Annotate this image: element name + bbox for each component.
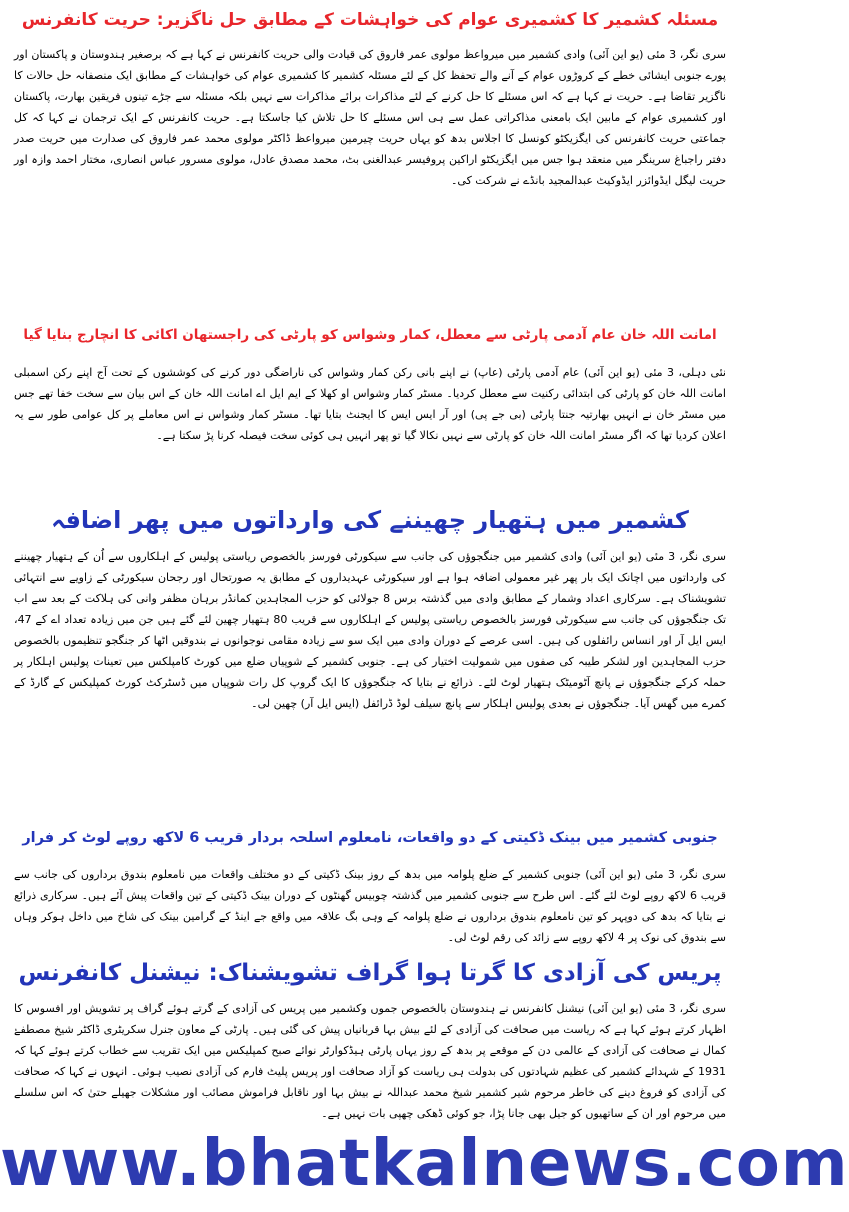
article-headline: کشمیر میں ہتھیار چھیننے کی وارداتوں میں پھر اضافہ: [51, 506, 689, 534]
article-aap: [14, 312, 726, 496]
site-watermark: www.bhatkalnews.com: [0, 1127, 849, 1201]
article-body: سری نگر، 3 مئی (یو این آئی) وادی کشمیر میں میرواعظ مولوی عمر فاروق کی قیادت والی حریت کانفرنس نے کہا ہے کہ برصغیر ہندوستان و پاکستان اور پورے جنوبی ایشائی خطے کے کروڑوں عوام کے آنے والے تحفظ کل کے لئے مسئلہ کشمیر کا کشمیری عوام کی خواہشات کے مطابق ایک منصفانہ حل حالات کا ناگزیر تقاضا ہے۔ حریت نے کہا ہے کہ اس مسئلے کا حل کرنے کے لئے مذاکرات برائے مذاکرات سے نہیں بلکہ مسئلہ سے جڑے تینوں فریقین بھارت، پاکستان اور کشمیری عوام کے مابین ایک بامعنی مذاکراتی عمل سے ہی اس مسئلے کا حل تلاش کیا جاسکتا ہے۔ حریت کانفرنس کے ایک ترجمان نے کہا کہ کل جماعتی حریت کانفرنس کی ایگزیکٹو کونسل کا اجلاس بدھ کو یہاں حریت چیرمین میرواعظ ڈاکٹر مولوی محمد عمر فاروق کی صدارت میں حریت صدر دفتر راجباغ سرینگر میں منعقد ہوا جس میں ایگزیکٹو اراکین پروفیسر عبدالغنی بٹ، محمد مصدق عادل، مولوی مسرور عباس انصاری، مختار احمد وازہ اور حریت لیگل ایڈوائزر ایڈوکیٹ عبدالمجید بانڈے نے شرکت کی۔: [14, 48, 726, 187]
article-weapon-snatching: [14, 496, 726, 816]
article-body: سری نگر، 3 مئی (یو این آئی) وادی کشمیر میں جنگجوؤں کی جانب سے سیکورٹی فورسز بالخصوص ریاستی پولیس کے اہلکاروں سے اُن کے ہتھیار چھیننے کی وارداتوں میں اچانک ایک بار پھر غیر معمولی اضافہ ہوا ہے اور سیکورٹی عہدیداروں کے مطابق یہ صورتحال اور رجحان سیکورٹی کے زاویے سے انتہائی تشویشناک ہے۔ سرکاری اعداد وشمار کے مطابق وادی میں گذشتہ برس 8 جولائی کو حزب المجاہدین کمانڈر برہان مظفر وانی کی ہلاکت کے بعد سے اب تک جنگجوؤں کی جانب سے سیکورٹی فورسز بالخصوص ریاستی پولیس کے اہلکاروں سے قریب 80 ہتھیار چھین لئے گئے ہیں جن میں زیادہ تعداد اے کے 47، ایس ایل آر اور انساس رائفلوں کی ہیں۔ اسی عرصے کے دوران وادی میں ایک سو سے زیادہ مقامی نوجوانوں نے بندوقیں اٹھا کر جنگجو تنظیموں بالخصوص حزب المجاہدین اور لشکر طیبہ کی صفوں میں شمولیت اختیار کی ہے۔ جنوبی کشمیر کے شوپیاں ضلع میں کورٹ کامپلکس میں تعینات پولیس اہلکار پر حملہ کرکے جنگجوؤں نے پانچ آٹومیٹک ہتھیار لوٹ لئے۔ ذرائع نے بتایا کہ جنگجوؤں کا ایک گروپ کل رات شوپیاں میں ڈسٹرکٹ کورٹ کمپلیکس کے گارڈ کے کمرے میں گھس آیا۔ جنگجوؤں نے بعدی پولیس اہلکار سے پانچ سیلف لوڈ ڈرائفل (ایس ایل آر) چھین لی۔: [14, 550, 727, 710]
article-headline: جنوبی کشمیر میں بینک ڈکیتی کے دو واقعات، نامعلوم اسلحہ بردار قریب 6 لاکھ روپے لوٹ کر فرار: [22, 830, 718, 846]
article-headline: پریس کی آزادی کا گرتا ہوا گراف تشویشناک: نیشنل کانفرنس: [18, 960, 722, 986]
article-body: نئی دہلی، 3 مئی (یو این آئی) عام آدمی پارٹی (عاپ) نے اپنے بانی رکن کمار وشواس کی ناراضگی دور کرنے کی کوششوں کے تحت آج اپنے رکن اسمبلی امانت اللہ خان کو پارٹی کی ابتدائی رکنیت سے معطل کردیا۔ مسٹر کمار وشواس او کھلا کے ایم ایل اے امانت اللہ خان کے اس بیان سے سخت خفا تھے جس میں مسٹر خان نے انہیں بھارتیہ جنتا پارٹی (بی جے پی) اور آر ایس ایس کا ایجنٹ بتایا تھا۔ مسٹر کمار وشواس نے اس معاملے پر کل عوامی طور سے یہ اعلان کردیا تھا کہ اگر مسٹر امانت اللہ خان کو پارٹی سے نہیں نکالا گیا تو پھر انہیں ہی کوئی سخت فیصلہ کرنا پڑ سکتا ہے۔: [14, 366, 726, 442]
article-hurriyat: [14, 0, 726, 312]
article-press-freedom: [14, 952, 726, 1136]
article-body: سری نگر، 3 مئی (یو این آئی) نیشنل کانفرنس نے ہندوستان بالخصوص جموں وکشمیر میں پریس کی آزادی کے گرتے ہوئے گراف پر تشویش اور افسوس کا اظہار کرتے ہوئے کہا ہے کہ ریاست میں صحافت کی آزادی کے لئے بیش بہا قربانیاں پیش کی گئی ہیں۔ پارٹی کے معاون جنرل سکریٹری ڈاکٹر شیخ مصطفےٰ کمال نے صحافت کی آزادی کے عالمی دن کے موقعے پر بدھ کے روز یہاں پارٹی ہیڈکوارٹر نوائے صبح کمپلیکس میں ایک تقریب سے خطاب کرتے ہوئے کہا کہ 1931 کے شہدائے کشمیر کی عظیم شہادتوں کی بدولت ہی ریاست کو آزاد صحافت اور پریس پلیٹ فارم کی آزادی نصیب ہوئی۔ انہوں نے کہا کہ صحافت کی آزادی کو فروغ دینے کی خاطر مرحوم شیر کشمیر شیخ محمد عبداللہ نے بیش بہا اور ناقابل فراموش مصائب اور مشکلات جھیلے حتیٰ کہ اس سلسلے میں مرحوم اور ان کے ساتھیوں کو جیل بھی جانا پڑا، جو کوئی ڈھکی چھپی بات نہیں ہے۔: [14, 1002, 726, 1120]
article-bank-robbery: [14, 816, 726, 952]
article-body: سری نگر، 3 مئی (یو این آئی) جنوبی کشمیر کے ضلع پلوامہ میں بدھ کے روز بینک ڈکیتی کے دو مختلف واقعات میں نامعلوم بندوق برداروں کی جانب سے قریب 6 لاکھ روپے لوٹ لئے گئے۔ اس طرح سے جنوبی کشمیر میں گذشتہ چوبیس گھنٹوں کے دوران بینک ڈکیتی کے تین واقعات پیش آئے ہیں۔ سرکاری ذرائع نے بتایا کہ بدھ کی دوپہر کو تین نامعلوم بندوق برداروں نے ضلع پلوامہ کے وہی بگ علاقہ میں واقع جے اینڈ کے گرامین بینک کی شاخ میں داخل ہوکر وہاں سے بندوق کی نوک پر 4 لاکھ روپے سے زائد کی رقم لوٹ لی۔: [14, 868, 726, 944]
article-headline: امانت اللہ خان عام آدمی پارٹی سے معطل، کمار وشواس کو پارٹی کی راجستھان اکائی کا انچارج بنایا گیا: [23, 327, 717, 343]
article-headline: مسئلہ کشمیر کا کشمیری عوام کی خواہشات کے مطابق حل ناگزیر: حریت کانفرنس: [21, 10, 719, 30]
